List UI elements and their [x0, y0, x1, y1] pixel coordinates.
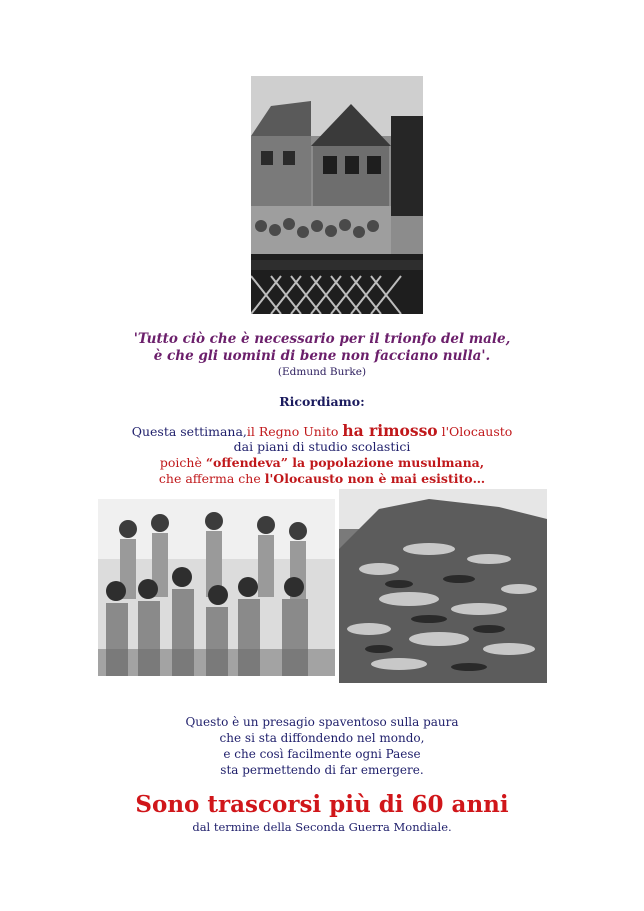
- ricordiamo-heading: Ricordiamo:: [279, 394, 365, 409]
- para2-line-4: sta permettendo di far emergere.: [220, 763, 424, 777]
- quote-author: (Edmund Burke): [277, 366, 367, 378]
- left-photo-image: [98, 499, 335, 676]
- para1-text-b1: poichè: [159, 455, 206, 470]
- para1-text-a1: Questa settimana,: [131, 424, 247, 439]
- para1-text-a4: l'Olocausto: [437, 424, 513, 439]
- para1-text-a3: ha rimosso: [342, 421, 438, 440]
- para1-text-c2: l'Olocausto non è mai esistito…: [264, 471, 486, 486]
- para1-line-1: [0, 423, 644, 440]
- para1-line-2: dai piani di studio scolastici: [233, 439, 411, 454]
- right-photo-image: [339, 489, 547, 683]
- closing-subtitle: dal termine della Seconda Guerra Mondiale.: [192, 820, 452, 834]
- top-photo: [251, 76, 423, 314]
- para1-text-b2: “offendeva”: [205, 455, 288, 470]
- quote-line-1: 'Tutto ciò che è necessario per il trionfo del male,: [133, 331, 511, 347]
- para2-line-1: Questo è un presagio spaventoso sulla paura: [185, 715, 459, 729]
- para2-line-2: che si sta diffondendo nel mondo,: [219, 731, 425, 745]
- closing-title: Sono trascorsi più di 60 anni: [135, 791, 509, 818]
- para1-text-a2: il Regno Unito: [246, 424, 343, 439]
- right-photo: [339, 489, 547, 683]
- left-photo: [98, 499, 335, 676]
- para1-line-3: [0, 455, 644, 471]
- quote-line-2: è che gli uomini di bene non facciano nulla'.: [153, 348, 491, 364]
- para1-line-4: [0, 471, 644, 487]
- para2-line-3: e che così facilmente ogni Paese: [223, 747, 421, 761]
- para1-text-c1: che afferma che: [158, 471, 265, 486]
- top-photo-image: [251, 76, 423, 314]
- para1-text-b3: la popolazione musulmana,: [287, 455, 485, 470]
